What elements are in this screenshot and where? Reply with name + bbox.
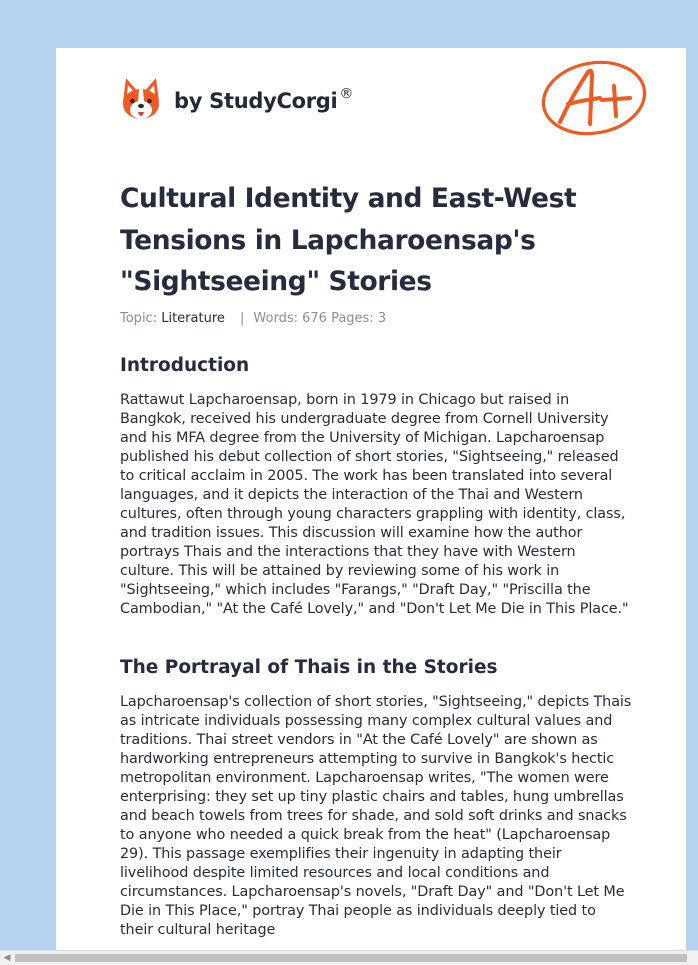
scroll-left-arrow-icon[interactable]: ◀: [3, 953, 11, 963]
corgi-icon: [120, 76, 162, 122]
document-title: Cultural Identity and East-West Tensions in Lapcharoensap's "Sightseeing" Stories: [120, 183, 577, 297]
document-page: [56, 48, 686, 950]
horizontal-scrollbar[interactable]: [0, 950, 698, 965]
brand-name: [174, 86, 354, 113]
a-plus-grade-icon: [538, 58, 650, 140]
topic-label: Topic:: [120, 311, 158, 326]
meta-separator: |: [240, 311, 245, 326]
topic-link[interactable]: Literature: [161, 311, 225, 326]
word-count: Words: 676: [253, 311, 327, 326]
scrollbar-thumb[interactable]: [15, 954, 687, 962]
brand-name-text: by StudyCorgi: [174, 89, 338, 113]
section-body-portrayal: Lapcharoensap's collection of short stories, "Sightseeing," depicts Thais as intricate individuals possessing many complex cultural values and traditions. Thai street vendors in "At the Café Lovely" are shown as hardworking entrepreneurs attempting to survive in Bangkok's hectic metropolitan environment. Lapcharoensap writes, "The women were enterprising: they set up tiny plastic chairs and tables, hung umbrellas and beach towels from trees for shade, and sold soft drinks and snacks to anyone who needed a quick break from the heat" (Lapcharoensap 29). This passage exemplifies their ingenuity in adapting their livelihood despite limited resources and local conditions and circumstances. Lapcharoensap's novels, "Draft Day" and "Don't Let Me Die in This Place," portray Thai people as individuals deeply tied to their cultural heritage: [120, 694, 632, 938]
section-body-introduction: Rattawut Lapcharoensap, born in 1979 in Chicago but raised in Bangkok, received his undergraduate degree from Cornell University and his MFA degree from the University of Michigan. Lapcharoensap published his debut collection of short stories, "Sightseeing," released to critical acclaim in 2005. The work has been translated into several languages, and it depicts the interaction of the Thai and Western cultures, often through young characters grappling with identity, class, and tradition issues. This discussion will examine how the author portrays Thais and the interactions that they have with Western culture. This will be attained by reviewing some of his work in "Sightseeing," which includes "Farangs," "Draft Day," "Priscilla the Cambodian," "At the Café Lovely," and "Don't Let Me Die in This Place.": [120, 392, 629, 617]
page-count: Pages: 3: [331, 311, 387, 326]
document-meta: [120, 311, 386, 326]
section-heading-portrayal: The Portrayal of Thais in the Stories: [120, 657, 498, 678]
registered-mark: ®: [339, 86, 354, 102]
section-heading-introduction: Introduction: [120, 355, 250, 376]
studycorgi-logo[interactable]: [120, 74, 353, 124]
